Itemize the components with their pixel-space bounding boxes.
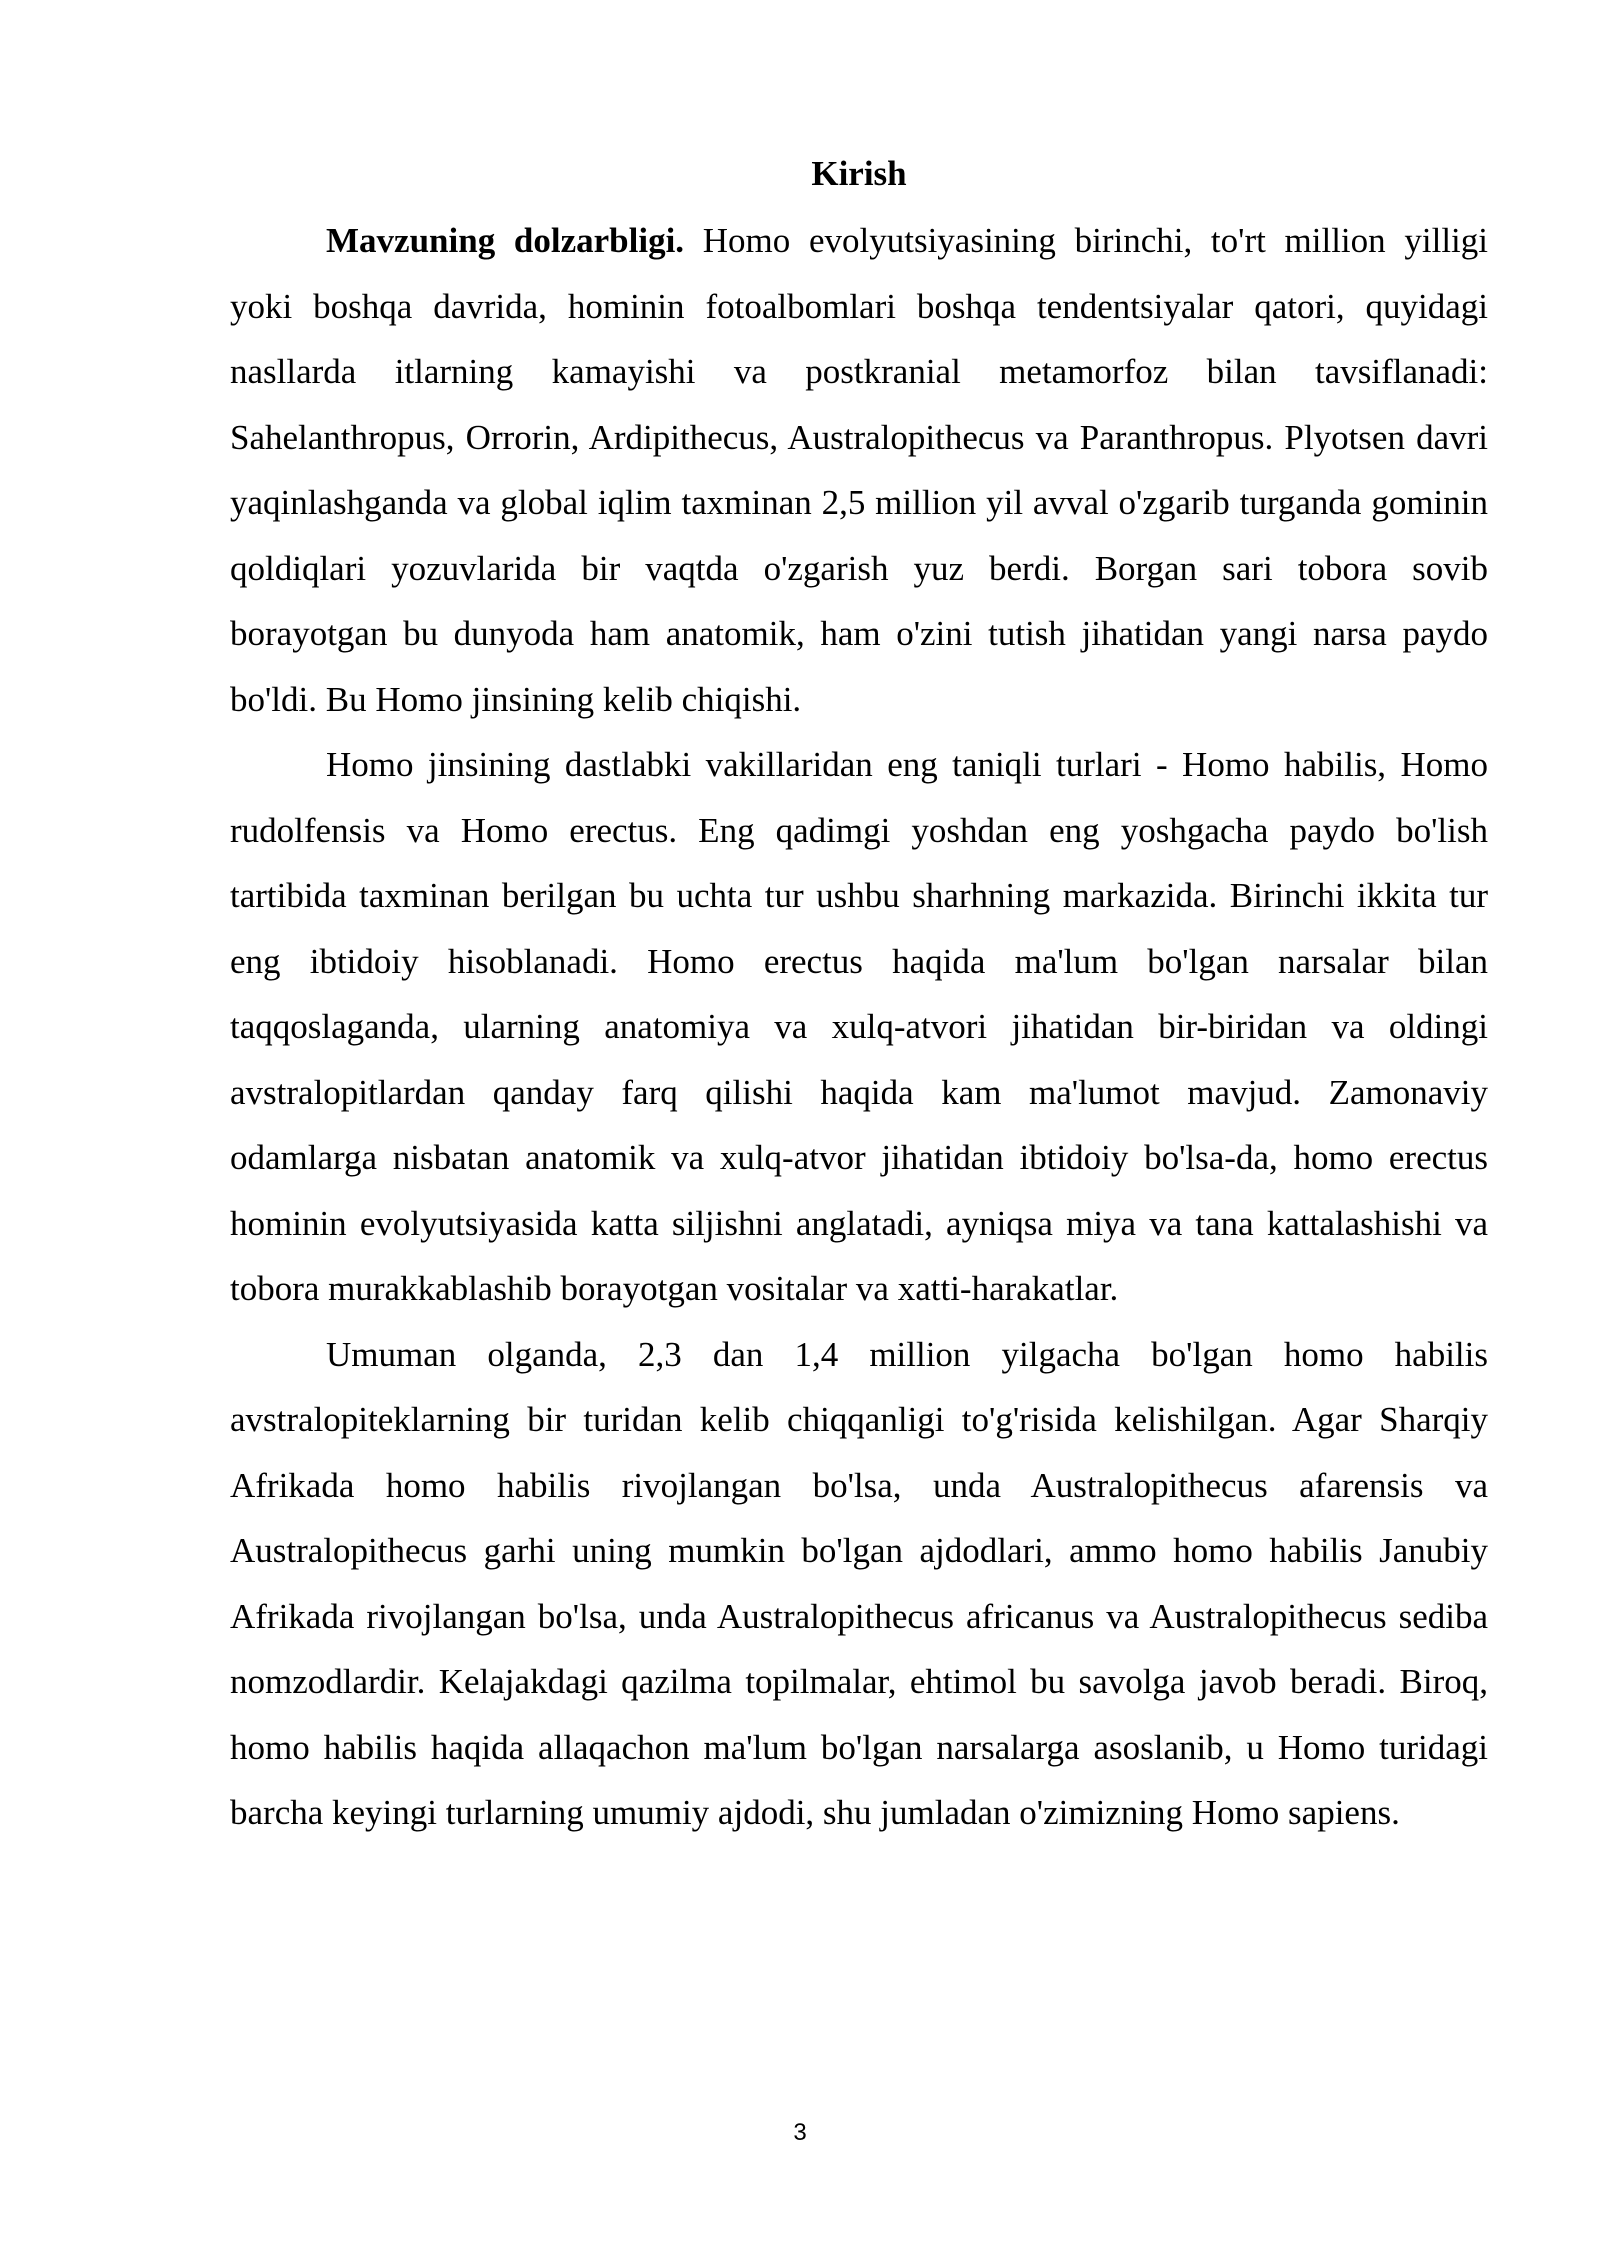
- page-content: [230, 148, 1488, 1846]
- paragraph-lead: Mavzuning dolzarbligi.: [326, 221, 685, 260]
- paragraph-early-homo: Homo jinsining dastlabki vakillaridan eng taniqli turlari - Homo habilis, Homo rudolfensis va Homo erectus. Eng qadimgi yoshdan eng yoshgacha paydo bo'lish tartibida taxminan berilgan bu uchta tur ushbu sharhning markazida. Birinchi ikkita tur eng ibtidoiy hisoblanadi. Homo erectus haqida ma'lum bo'lgan narsalar bilan taqqoslaganda, ularning anatomiya va xulq-atvori jihatidan bir-biridan va oldingi avstralopitlardan qanday farq qilishi haqida kam ma'lumot mavjud. Zamonaviy odamlarga nisbatan anatomik va xulq-atvor jihatidan ibtidoiy bo'lsa-da, homo erectus hominin evolyutsiyasida katta siljishni anglatadi, ayniqsa miya va tana kattalashishi va tobora murakkablashib borayotgan vositalar va xatti-harakatlar.: [230, 745, 1488, 1308]
- paragraph-homo-habilis: Umuman olganda, 2,3 dan 1,4 million yilgacha bo'lgan homo habilis avstralopiteklarning bir turidan kelib chiqqanligi to'g'risida kelishilgan. Agar Sharqiy Afrikada homo habilis rivojlangan bo'lsa, unda Australopithecus afarensis va Australopithecus garhi uning mumkin bo'lgan ajdodlari, ammo homo habilis Janubiy Afrikada rivojlangan bo'lsa, unda Australopithecus africanus va Australopithecus sediba nomzodlardir. Kelajakdagi qazilma topilmalar, ehtimol bu savolga javob beradi. Biroq, homo habilis haqida allaqachon ma'lum bo'lgan narsalarga asoslanib, u Homo turidagi barcha keyingi turlarning umumiy ajdodi, shu jumladan o'zimizning Homo sapiens.: [230, 1334, 1488, 1832]
- paragraph-text: Homo evolyutsiyasining birinchi, to'rt million yilligi yoki boshqa davrida, hominin fotoalbomlari boshqa tendentsiyalar qatori, quyidagi nasllarda itlarning kamayishi va postkranial metamorfoz bilan tavsiflanadi: Sahelanthropus, Orrorin, Ardipithecus, Australopithecus va Paranthropus. Plyotsen davri yaqinlashganda va global iqlim taxminan 2,5 million yil avval o'zgarib turganda gominin qoldiqlari yozuvlarida bir vaqtda o'zgarish yuz berdi. Borgan sari tobora sovib borayotgan bu dunyoda ham anatomik, ham o'zini tutish jihatidan yangi narsa paydo bo'ldi. Bu Homo jinsining kelib chiqishi.: [230, 221, 1488, 719]
- page-number: 3: [793, 2119, 807, 2146]
- paragraph-relevance: [230, 208, 1488, 732]
- section-heading: Kirish: [811, 154, 907, 193]
